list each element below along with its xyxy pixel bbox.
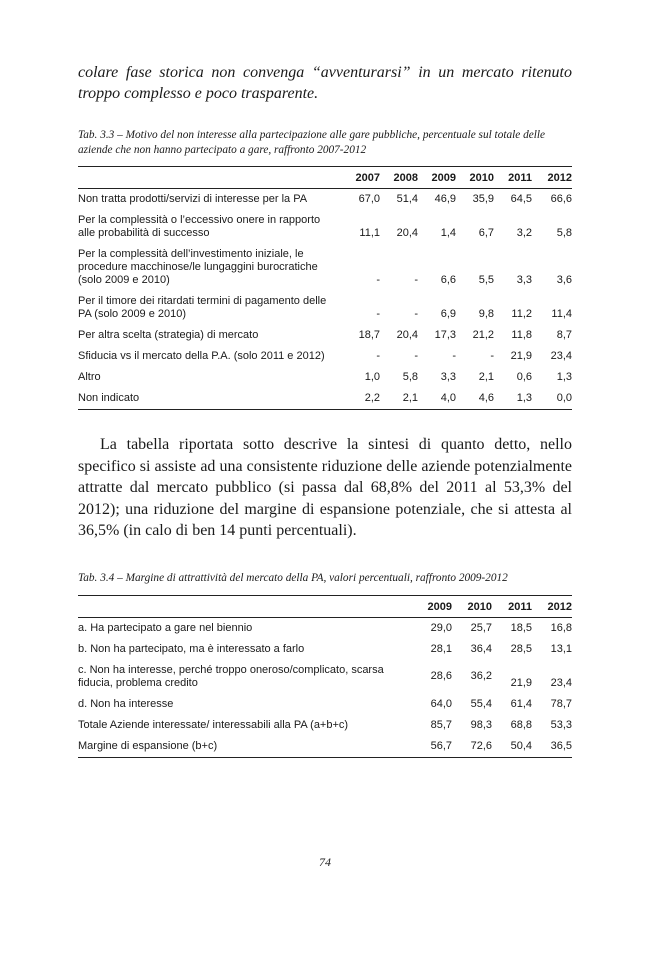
cell-value: 28,6 [430, 670, 452, 683]
cell-value: 3,6 [556, 274, 572, 286]
table-row [78, 694, 572, 715]
cell-value: 50,4 [492, 736, 532, 758]
cell-value: 55,4 [470, 697, 492, 710]
header-year: 2007 [340, 167, 380, 189]
cell-value: 17,3 [434, 329, 456, 341]
page-number: 74 [319, 855, 331, 869]
cell-value: 64,0 [430, 697, 452, 710]
cell-value: 1,3 [556, 371, 572, 383]
cell-value: 5,8 [402, 371, 418, 383]
cell-value: 66,6 [550, 193, 572, 205]
page-content [78, 62, 572, 758]
cell-value: 11,1 [359, 227, 380, 239]
cell-value: 68,8 [510, 718, 532, 731]
cell-value: 3,3 [440, 371, 456, 383]
cell-value: 6,9 [440, 308, 456, 320]
cell-value: 4,0 [418, 388, 456, 410]
cell-value: 29,0 [430, 621, 452, 634]
header-year: 2009 [418, 167, 456, 189]
row-label: Non tratta prodotti/servizi di interesse per la PA [78, 193, 308, 205]
cell-value: 23,4 [550, 676, 572, 689]
cell-value: 28,1 [430, 642, 452, 655]
header-year: 2010 [456, 167, 494, 189]
cell-value: 98,3 [470, 718, 492, 731]
cell-value: 85,7 [430, 718, 452, 731]
header-year: 2010 [452, 595, 492, 617]
table-row [78, 189, 572, 211]
cell-value: 36,2 [470, 670, 492, 683]
cell-value: 36,5 [532, 736, 572, 758]
cell-value: 1,4 [440, 227, 456, 239]
cell-value: 0,0 [532, 388, 572, 410]
cell-value: 25,7 [470, 621, 492, 634]
cell-value: 11,4 [551, 308, 572, 320]
cell-value: 2,1 [478, 371, 494, 383]
row-label: b. Non ha partecipato, ma è interessato a farlo [78, 642, 305, 655]
cell-value: - [376, 274, 380, 286]
cell-value: 28,5 [510, 642, 532, 655]
table-row [78, 244, 572, 291]
cell-value: 3,2 [516, 227, 532, 239]
cell-value: 20,4 [396, 329, 418, 341]
table-row [78, 325, 572, 346]
cell-value: 2,1 [380, 388, 418, 410]
cell-value: 13,1 [550, 642, 572, 655]
cell-value: 61,4 [510, 697, 532, 710]
cell-value: 1,3 [494, 388, 532, 410]
cell-value: 1,0 [364, 371, 380, 383]
table-3-4 [78, 595, 572, 758]
header-year: 2012 [532, 167, 572, 189]
cell-value: 16,8 [550, 621, 572, 634]
table-row [78, 210, 572, 244]
table-3-3 [78, 166, 572, 410]
cell-value: 36,4 [470, 642, 492, 655]
cell-value: - [490, 350, 494, 362]
cell-value: 0,6 [516, 371, 532, 383]
row-label: d. Non ha interesse [78, 697, 174, 710]
header-blank [78, 167, 340, 189]
header-year: 2012 [532, 595, 572, 617]
table-row [78, 346, 572, 367]
cell-value: 21,2 [472, 329, 494, 341]
table-header-row [78, 167, 572, 189]
cell-value: - [376, 308, 380, 320]
cell-value: 20,4 [396, 227, 418, 239]
row-label: Altro [78, 371, 101, 383]
header-year: 2011 [492, 595, 532, 617]
intro-paragraph: colare fase storica non convenga “avventurarsi” in un mercato ritenuto troppo complesso e poco trasparente. [78, 64, 572, 102]
cell-value: 2,2 [340, 388, 380, 410]
cell-value: - [414, 308, 418, 320]
row-label: a. Ha partecipato a gare nel biennio [78, 621, 253, 634]
cell-value: 18,7 [358, 329, 380, 341]
row-label: Per altra scelta (strategia) di mercato [78, 329, 259, 341]
cell-value: 4,6 [456, 388, 494, 410]
row-label: Per la complessità dell’investimento iniziale, le procedure macchinose/le lungaggini burocratiche (solo 2009 e 2010) [78, 248, 318, 286]
cell-value: 23,4 [550, 350, 572, 362]
header-year: 2009 [412, 595, 452, 617]
row-label: Per il timore dei ritardati termini di pagamento delle PA (solo 2009 e 2010) [78, 295, 327, 320]
cell-value: 78,7 [550, 697, 572, 710]
table-row [78, 715, 572, 736]
cell-value: 9,8 [478, 308, 494, 320]
table-row [78, 617, 572, 639]
table-row [78, 367, 572, 388]
cell-value: - [414, 274, 418, 286]
cell-value: 67,0 [358, 193, 380, 205]
cell-value: 11,2 [511, 308, 532, 320]
row-label: Totale Aziende interessate/ interessabili alla PA (a+b+c) [78, 718, 349, 731]
cell-value: 51,4 [396, 193, 418, 205]
row-label: Per la complessità o l’eccessivo onere in rapporto alle probabilità di successo [78, 214, 321, 239]
header-year: 2008 [380, 167, 418, 189]
cell-value: - [414, 350, 418, 362]
body-paragraph: La tabella riportata sotto descrive la sintesi di quanto detto, nello specifico si assiste ad una consistente riduzione delle aziende potenzialmente attratte dal mercato pubblico (si passa dal 68,8% del 2011 al 53,3% del 2012); una riduzione del margine di espansione potenziale, che si attesta al 36,5% (in calo di ben 14 punti percentuali). [78, 436, 572, 540]
table-row [78, 736, 572, 758]
row-label: Non indicato [78, 388, 340, 410]
table-row [78, 639, 572, 660]
cell-value: 56,7 [412, 736, 452, 758]
table-3-4-caption: Tab. 3.4 – Margine di attrattività del mercato della PA, valori percentuali, raffronto 2009-2012 [78, 571, 508, 584]
cell-value: 6,6 [440, 274, 456, 286]
header-blank [78, 595, 412, 617]
cell-value: 5,5 [478, 274, 494, 286]
table-header-row [78, 595, 572, 617]
cell-value: - [452, 350, 456, 362]
cell-value: 53,3 [550, 718, 572, 731]
cell-value: 72,6 [452, 736, 492, 758]
table-row [78, 291, 572, 325]
cell-value: 3,3 [516, 274, 532, 286]
header-year: 2011 [494, 167, 532, 189]
cell-value: 5,8 [556, 227, 572, 239]
row-label: Sfiducia vs il mercato della P.A. (solo 2011 e 2012) [78, 350, 325, 362]
row-label: c. Non ha interesse, perché troppo oneroso/complicato, scarsa fiducia, problema credito [78, 663, 384, 689]
cell-value: 8,7 [556, 329, 572, 341]
row-label: Margine di espansione (b+c) [78, 736, 412, 758]
cell-value: 21,9 [510, 676, 532, 689]
cell-value: 11,8 [511, 329, 532, 341]
table-3-3-caption: Tab. 3.3 – Motivo del non interesse alla partecipazione alle gare pubbliche, percentuale sul totale delle aziende che non hanno partecipato a gare, raffronto 2007-2012 [78, 129, 546, 156]
cell-value: 64,5 [510, 193, 532, 205]
cell-value: 18,5 [510, 621, 532, 634]
cell-value: 6,7 [478, 227, 494, 239]
table-row [78, 660, 572, 694]
table-row [78, 388, 572, 410]
cell-value: 46,9 [434, 193, 456, 205]
cell-value: - [376, 350, 380, 362]
cell-value: 35,9 [472, 193, 494, 205]
cell-value: 21,9 [510, 350, 532, 362]
